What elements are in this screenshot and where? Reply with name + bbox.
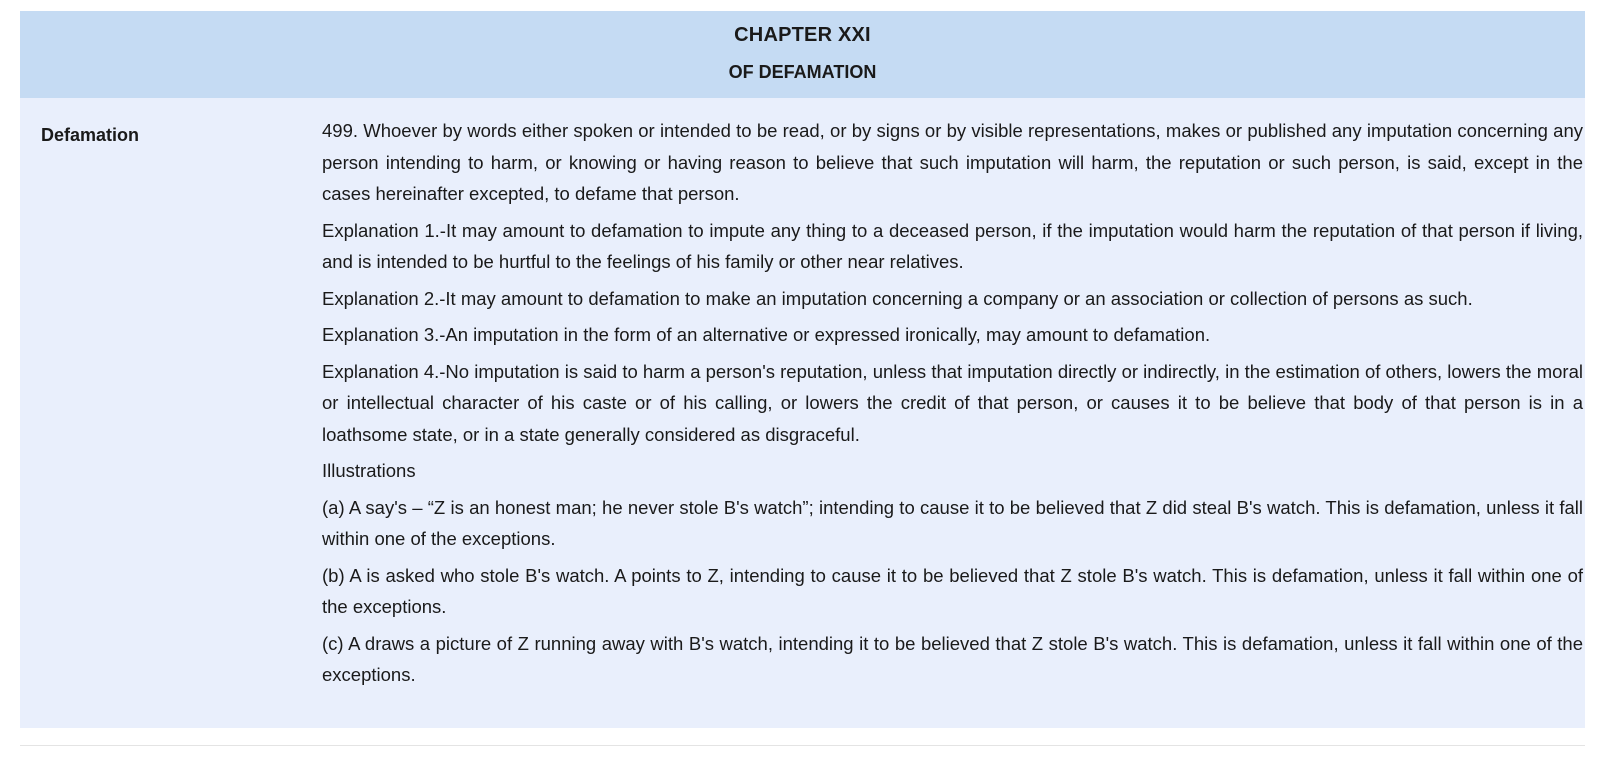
explanation-3-paragraph: Explanation 3.-An imputation in the form of an alternative or expressed ironically, may amount to defamation.	[322, 324, 1211, 345]
divider	[20, 745, 1585, 746]
chapter-table	[20, 11, 1585, 728]
explanation-1-paragraph: Explanation 1.-It may amount to defamation to impute any thing to a deceased person, if the imputation would harm the reputation of that person if living, and is intended to be hurtful to the feelings of his family or other near relatives.	[322, 219, 1583, 272]
illustration-b-paragraph: (b) A is asked who stole B's watch. A points to Z, intending to cause it to be believed that Z stole B's watch. This is defamation, unless it fall within one of the exceptions.	[322, 564, 1583, 617]
section-heading: Defamation	[41, 125, 140, 145]
illustration-c-paragraph: (c) A draws a picture of Z running away with B's watch, intending it to be believed that Z stole B's watch. This is defamation, unless it fall within one of the exceptions.	[322, 632, 1583, 685]
section-content	[322, 115, 1583, 696]
chapter-title: CHAPTER XXI	[734, 24, 871, 46]
explanation-2-paragraph: Explanation 2.-It may amount to defamation to make an imputation concerning a company or an association or collection of persons as such.	[322, 287, 1473, 309]
chapter-header	[20, 11, 1585, 98]
section-row	[20, 98, 1585, 728]
illustrations-heading: Illustrations	[322, 460, 416, 481]
section-text-paragraph: 499. Whoever by words either spoken or intended to be read, or by signs or by visible representations, makes or published any imputation concerning any person intending to harm, or knowing or having reason to believe that such imputation will harm, the reputation or such person, is said, except in the cases hereinafter excepted, to defame that person.	[322, 120, 1583, 204]
chapter-subtitle: OF DEFAMATION	[728, 62, 877, 82]
explanation-4-paragraph: Explanation 4.-No imputation is said to harm a person's reputation, unless that imputation directly or indirectly, in the estimation of others, lowers the moral or intellectual character of his caste or of his calling, or lowers the credit of that person, or causes it to be believe that body of that person is in a loathsome state, or in a state generally considered as disgraceful.	[322, 360, 1583, 445]
illustration-a-paragraph: (a) A say's – “Z is an honest man; he never stole B's watch”; intending to cause it to be believed that Z did steal B's watch. This is defamation, unless it fall within one of the exceptions.	[322, 496, 1583, 549]
